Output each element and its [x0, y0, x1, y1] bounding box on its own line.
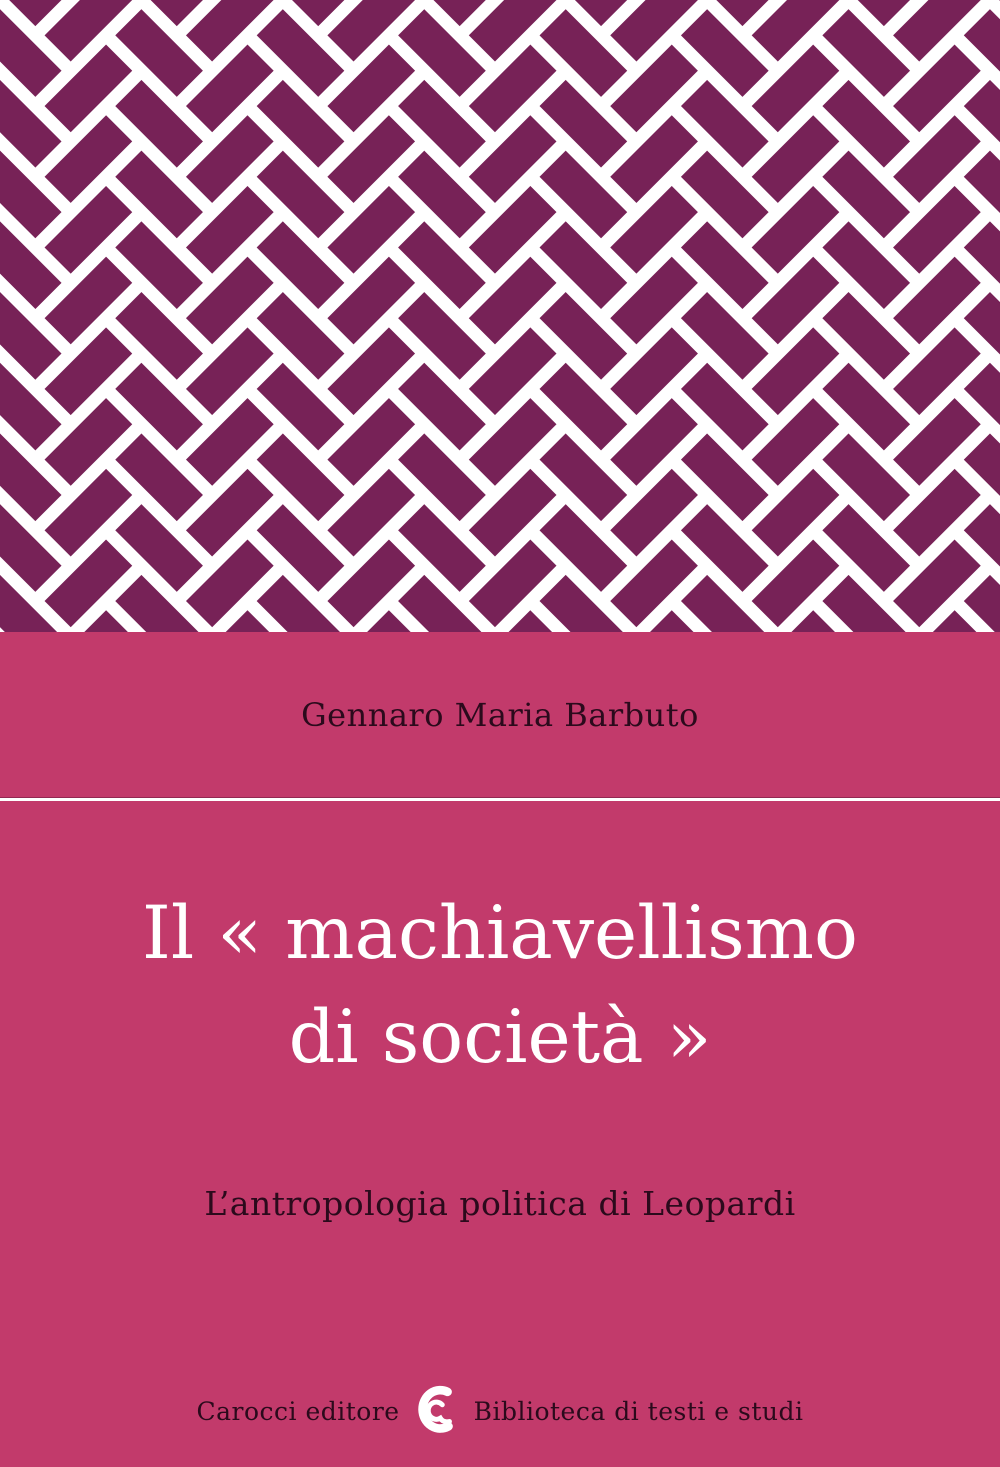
publisher-name: Carocci editore: [196, 1396, 400, 1426]
series-name: Biblioteca di testi e studi: [473, 1396, 804, 1426]
divider-white-line: [0, 798, 1000, 801]
divider-rule: [0, 797, 1000, 801]
herringbone-pattern: [0, 0, 1000, 632]
title-line-1: Il « machiavellismo: [142, 891, 858, 976]
title-line-2: di società »: [288, 995, 712, 1080]
book-subtitle: L’antropologia politica di Leopardi: [204, 1183, 796, 1223]
publisher-row: [0, 1376, 1000, 1446]
book-title: [0, 882, 1000, 1090]
carocci-at-icon: [414, 1383, 460, 1439]
author-name: Gennaro Maria Barbuto: [301, 696, 699, 734]
